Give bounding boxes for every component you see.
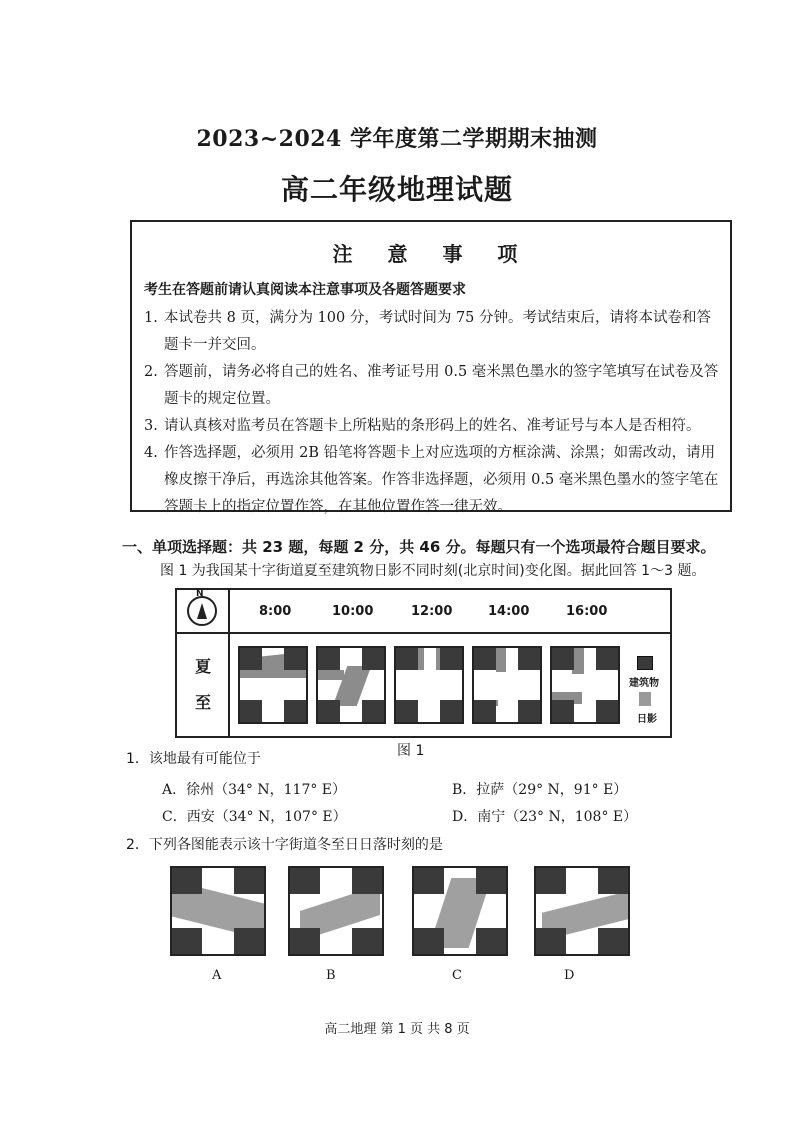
shadow-panel-1400 <box>472 646 542 724</box>
building-block <box>352 868 382 894</box>
question-1-option-c[interactable]: C．西安（34° N，107° E） <box>162 809 347 825</box>
building-block <box>396 648 418 670</box>
time-label: 10:00 <box>332 604 374 619</box>
question-1-option-d[interactable]: D．南宁（23° N，108° E） <box>452 809 638 825</box>
building-block <box>318 700 340 722</box>
building-block <box>234 928 264 954</box>
shadow-panel-0800 <box>238 646 308 724</box>
legend-shadow-label: 日影 <box>637 714 657 725</box>
building-block <box>240 648 262 670</box>
building-block <box>352 928 382 954</box>
figure-1-caption: 图 1 <box>397 743 425 759</box>
question-2-label-b: B <box>326 968 336 983</box>
building-block <box>552 648 574 670</box>
question-2-option-a-figure[interactable] <box>170 866 266 956</box>
building-block <box>362 700 384 722</box>
building-block <box>396 700 418 722</box>
north-arrow-pointer <box>197 603 207 619</box>
shadow-panel-1600 <box>550 646 620 724</box>
shadow-panel-1000 <box>316 646 386 724</box>
building-block <box>476 868 506 894</box>
time-label: 14:00 <box>488 604 530 619</box>
time-label: 16:00 <box>566 604 608 619</box>
page-footer: 高二地理 第 1 页 共 8 页 <box>324 1022 470 1037</box>
shadow-panel-1200 <box>394 646 464 724</box>
notice-item-2 <box>144 359 720 413</box>
season-label-char: 夏 <box>195 657 212 676</box>
question-1-option-b[interactable]: B．拉萨（29° N，91° E） <box>452 782 628 798</box>
notice-title: 注 意 事 项 <box>332 242 532 266</box>
time-label: 12:00 <box>411 604 453 619</box>
building-block <box>536 928 566 954</box>
building-block <box>440 648 462 670</box>
question-2-label-a: A <box>212 968 222 983</box>
notice-box <box>130 220 732 515</box>
building-block <box>552 700 574 722</box>
building-block <box>172 868 202 894</box>
notice-item-3 <box>144 413 720 440</box>
building-block <box>240 700 262 722</box>
north-arrow-icon <box>187 596 217 626</box>
notice-item-4 <box>144 440 720 521</box>
exam-term-title: 2023~2024 学年度第二学期期末抽测 <box>196 126 598 152</box>
notice-item-text: 答题前，请务必将自己的姓名、准考证号用 0.5 毫米黑色墨水的签字笔填写在试卷及答题卡的规定位置。 <box>164 364 719 407</box>
question-2-stem: 2．下列各图能表示该十字街道冬至日日落时刻的是 <box>126 837 443 853</box>
notice-item-number: 1. <box>144 310 158 326</box>
time-label: 8:00 <box>259 604 292 619</box>
building-block <box>318 648 340 670</box>
shadow-area <box>240 670 306 678</box>
building-block <box>596 700 618 722</box>
shadow-area <box>318 670 344 680</box>
building-block <box>476 928 506 954</box>
building-block <box>518 700 540 722</box>
building-block <box>474 648 496 670</box>
question-1-stem: 1．该地最有可能位于 <box>126 751 261 767</box>
building-block <box>440 700 462 722</box>
question-2-label-c: C <box>452 968 462 983</box>
figure-1 <box>175 588 672 738</box>
question-1-option-a[interactable]: A．徐州（34° N，117° E） <box>162 782 347 798</box>
notice-item-number: 3. <box>144 418 158 434</box>
building-block <box>414 868 444 894</box>
shadow-area <box>418 648 424 670</box>
question-2-option-b-figure[interactable] <box>288 866 384 956</box>
building-block <box>518 648 540 670</box>
figure-1-left-column <box>177 590 230 736</box>
notice-intro: 考生在答题前请认真阅读本注意事项及各题答题要求 <box>144 282 466 298</box>
notice-item-number: 2. <box>144 364 158 380</box>
building-block <box>414 928 444 954</box>
building-block <box>474 700 496 722</box>
building-block <box>284 700 306 722</box>
building-block <box>172 928 202 954</box>
building-block <box>596 648 618 670</box>
building-block <box>284 648 306 670</box>
notice-item-number: 4. <box>144 445 158 461</box>
building-block <box>290 868 320 894</box>
legend-building-swatch <box>637 656 653 670</box>
section-heading: 一、单项选择题：共 23 题，每题 2 分，共 46 分。每题只有一个选项最符合题目要求。 <box>122 538 716 556</box>
building-block <box>536 868 566 894</box>
question-2-option-c-figure[interactable] <box>412 866 508 956</box>
north-letter: N <box>196 589 204 599</box>
notice-item-text: 请认真核对监考员在答题卡上所粘贴的条形码上的姓名、准考证号与本人是否相符。 <box>164 418 701 434</box>
legend-shadow-swatch <box>639 692 651 706</box>
question-2-option-d-figure[interactable] <box>534 866 630 956</box>
notice-item-1 <box>144 305 720 359</box>
figure-intro: 图 1 为我国某十字街道夏至建筑物日影不同时刻(北京时间)变化图。据此回答 1～3 题。 <box>160 563 706 579</box>
shadow-area <box>496 648 506 672</box>
building-block <box>362 648 384 670</box>
exam-subject-title: 高二年级地理试题 <box>280 173 513 206</box>
notice-item-text: 本试卷共 8 页，满分为 100 分，考试时间为 75 分钟。考试结束后，请将本试卷和答题卡一并交回。 <box>164 310 712 353</box>
season-label-char: 至 <box>195 693 212 712</box>
question-2-label-d: D <box>564 968 575 983</box>
notice-item-text: 作答选择题，必须用 2B 铅笔将答题卡上对应选项的方框涂满、涂黑；如需改动，请用橡皮擦干净后，再选涂其他答案。作答非选择题，必须用 0.5 毫米黑色墨水的签字笔在答题卡上的指定位置作答，在其他位置作答一律无效。 <box>164 445 719 515</box>
building-block <box>598 868 628 894</box>
building-block <box>234 868 264 894</box>
legend-building-label: 建筑物 <box>629 678 659 689</box>
building-block <box>598 928 628 954</box>
building-block <box>290 928 320 954</box>
